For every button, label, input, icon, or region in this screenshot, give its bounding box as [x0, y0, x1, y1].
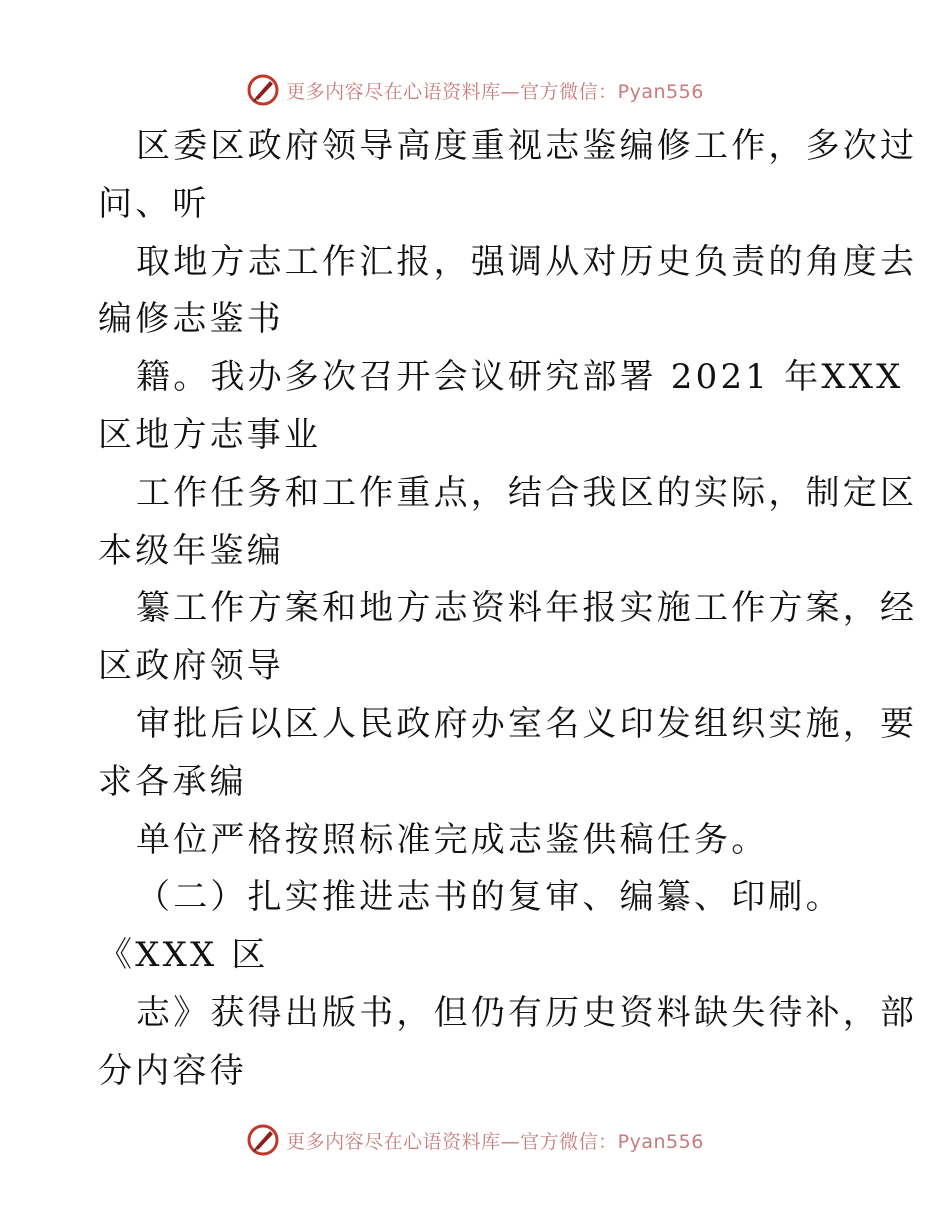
text-line: 问、听 [98, 183, 210, 224]
quill-pen-icon [246, 1123, 280, 1157]
text-line: 单位严格按照标准完成志鉴供稿任务。 [136, 819, 769, 860]
text-line: 纂工作方案和地方志资料年报实施工作方案，经 [136, 588, 918, 629]
text-line: 审批后以区人民政府办室名义印发组织实施，要 [136, 703, 918, 744]
text-line: 分内容待 [98, 1050, 247, 1091]
text-line: 志》获得出版书，但仍有历史资料缺失待补，部 [136, 992, 918, 1033]
quill-pen-icon [246, 73, 280, 107]
text-line: 工作任务和工作重点，结合我区的实际，制定区 [136, 472, 918, 513]
section-heading-line: （二）扎实推进志书的复审、编纂、印刷。 [136, 877, 843, 918]
text-line: 区地方志事业 [98, 414, 322, 455]
document-body [98, 118, 918, 1101]
text-line: 编修志鉴书 [98, 299, 284, 340]
text-line: 籍。我办多次召开会议研究部署 2021 年XXX [136, 357, 904, 398]
text-line: 区政府领导 [98, 646, 284, 687]
text-line: 本级年鉴编 [98, 530, 284, 571]
text-line: 求各承编 [98, 761, 247, 802]
text-line: 《XXX 区 [98, 935, 269, 976]
header-banner-text: 更多内容尽在心语资料库—官方微信：Pyan556 [286, 80, 704, 103]
text-line: 区委区政府领导高度重视志鉴编修工作，多次过 [136, 126, 918, 166]
text-line: 取地方志工作汇报，强调从对历史负责的角度去 [136, 241, 918, 282]
footer-banner-text: 更多内容尽在心语资料库—官方微信：Pyan556 [286, 1130, 704, 1153]
header-watermark-banner [0, 70, 950, 110]
footer-watermark-banner [0, 1120, 950, 1160]
